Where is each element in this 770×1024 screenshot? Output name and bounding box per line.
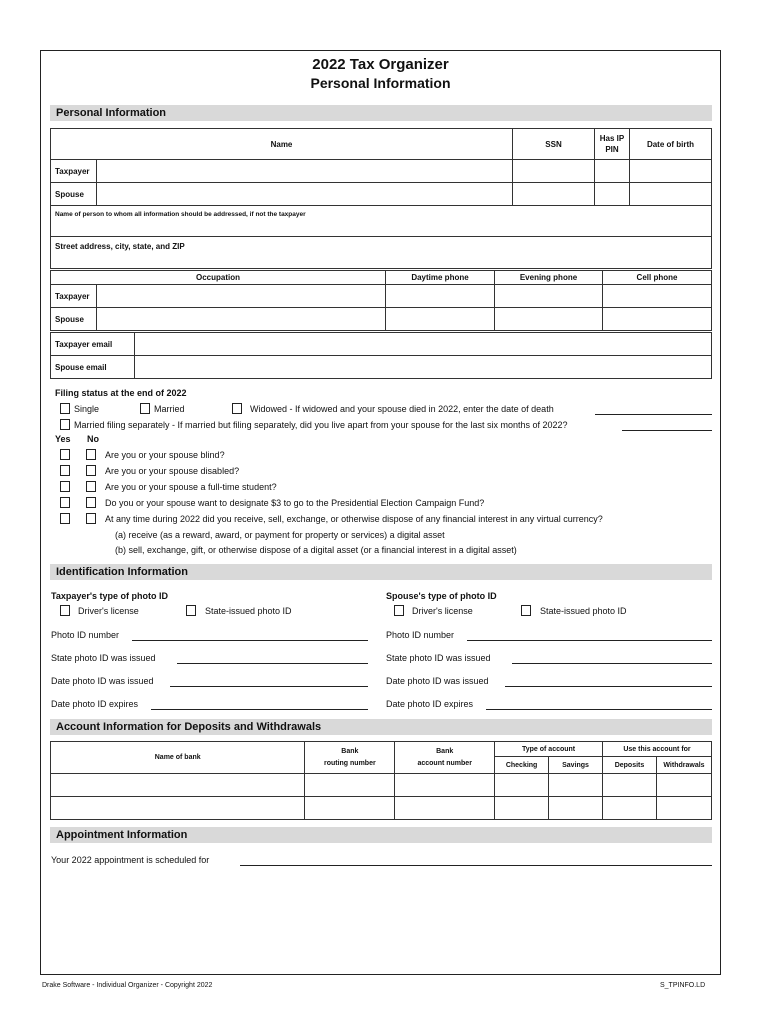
taxpayer-photo-id-number-label: Photo ID number [51, 630, 120, 640]
date-of-death-line[interactable] [595, 414, 712, 415]
filing-status-heading: Filing status at the end of 2022 [55, 388, 187, 398]
bank1-checking-field[interactable] [495, 774, 549, 797]
taxpayer-date-issued-label: Date photo ID was issued [51, 676, 154, 686]
question-virtual-currency: At any time during 2022 did you receive, sell, exchange, or otherwise dispose of any financial interest in any virtual currency? [105, 514, 603, 524]
col-use-account-for: Use this account for [603, 742, 712, 757]
col-savings: Savings [549, 757, 603, 774]
q2-no-checkbox[interactable] [86, 465, 96, 476]
spouse-photo-id-number-label: Photo ID number [386, 630, 455, 640]
mfs-label: Married filing separately - If married but filing separately, did you live apart from your spouse for the last six months of 2022? [74, 420, 568, 430]
married-checkbox[interactable] [140, 403, 150, 414]
personal-name-table [50, 128, 712, 269]
question-blind: Are you or your spouse blind? [105, 450, 225, 460]
col-ssn: SSN [513, 129, 595, 160]
spouse-date-issued-line[interactable] [505, 686, 712, 687]
taxpayer-date-expires-label: Date photo ID expires [51, 699, 139, 709]
question-disabled: Are you or your spouse disabled? [105, 466, 240, 476]
q5-yes-checkbox[interactable] [60, 513, 70, 524]
single-checkbox[interactable] [60, 403, 70, 414]
taxpayer-drivers-license-label: Driver's license [78, 606, 139, 616]
taxpayer-state-issued-line[interactable] [177, 663, 368, 664]
yes-header: Yes [55, 434, 71, 444]
occupation-taxpayer-label: Taxpayer [51, 285, 97, 308]
spouse-day-phone-field[interactable] [386, 308, 495, 331]
col-name: Name [51, 129, 513, 160]
question-campaign-fund: Do you or your spouse want to designate $3 to go to the Presidential Election Campaign Fund? [105, 498, 485, 508]
bank1-account-field[interactable] [395, 774, 495, 797]
spouse-date-expires-label: Date photo ID expires [386, 699, 474, 709]
taxpayer-cell-phone-field[interactable] [603, 285, 712, 308]
spouse-state-id-label: State-issued photo ID [540, 606, 627, 616]
col-checking: Checking [495, 757, 549, 774]
taxpayer-photo-id-heading: Taxpayer's type of photo ID [51, 591, 168, 601]
occupation-spouse-label: Spouse [51, 308, 97, 331]
identification-header: Identification Information [50, 564, 712, 580]
col-cell-phone: Cell phone [603, 271, 712, 285]
form-subtitle: Personal Information [310, 75, 451, 91]
appointment-line[interactable] [240, 865, 712, 866]
footer-form-code: S_TPINFO.LD [660, 982, 706, 989]
q3-no-checkbox[interactable] [86, 481, 96, 492]
col-withdrawals: Withdrawals [656, 757, 711, 774]
col-account-number [395, 742, 495, 774]
q4-no-checkbox[interactable] [86, 497, 96, 508]
q1-yes-checkbox[interactable] [60, 449, 70, 460]
spouse-ssn-field[interactable] [513, 183, 595, 206]
col-dob: Date of birth [630, 129, 712, 160]
taxpayer-state-id-checkbox[interactable] [186, 605, 196, 616]
spouse-cell-phone-field[interactable] [603, 308, 712, 331]
spouse-ip-pin-field[interactable] [595, 183, 630, 206]
spouse-state-issued-line[interactable] [512, 663, 712, 664]
spouse-state-id-checkbox[interactable] [521, 605, 531, 616]
bank2-deposits-field[interactable] [603, 797, 657, 820]
col-deposits: Deposits [603, 757, 657, 774]
q1-no-checkbox[interactable] [86, 449, 96, 460]
taxpayer-date-issued-line[interactable] [170, 686, 368, 687]
bank2-checking-field[interactable] [495, 797, 549, 820]
bank2-withdrawals-field[interactable] [656, 797, 711, 820]
sub-question-b: (b) sell, exchange, gift, or otherwise dispose of a digital asset (or a financial interest in a digital asset) [115, 545, 517, 555]
taxpayer-ssn-field[interactable] [513, 160, 595, 183]
address-field[interactable]: Street address, city, state, and ZIP [51, 237, 712, 269]
footer-copyright: Drake Software - Individual Organizer - Copyright 2022 [42, 982, 213, 989]
taxpayer-email-label: Taxpayer email [51, 333, 135, 356]
q4-yes-checkbox[interactable] [60, 497, 70, 508]
spouse-photo-id-number-line[interactable] [467, 640, 712, 641]
taxpayer-ip-pin-field[interactable] [595, 160, 630, 183]
q2-yes-checkbox[interactable] [60, 465, 70, 476]
col-routing-line2: routing number [323, 759, 376, 767]
taxpayer-occupation-field[interactable] [97, 285, 386, 308]
col-type-of-account: Type of account [495, 742, 603, 757]
spouse-email-field[interactable] [135, 356, 712, 379]
taxpayer-email-field[interactable] [135, 333, 712, 356]
mfs-checkbox[interactable] [60, 419, 70, 430]
account-info-header: Account Information for Deposits and Withdrawals [50, 719, 712, 735]
spouse-name-field[interactable] [97, 183, 513, 206]
taxpayer-day-phone-field[interactable] [386, 285, 495, 308]
appointment-label: Your 2022 appointment is scheduled for [51, 855, 210, 865]
taxpayer-label: Taxpayer [51, 160, 97, 183]
bank-account-table [50, 741, 712, 820]
married-label: Married [154, 404, 185, 414]
spouse-dob-field[interactable] [630, 183, 712, 206]
q5-no-checkbox[interactable] [86, 513, 96, 524]
bank2-name-field[interactable] [51, 797, 305, 820]
taxpayer-date-expires-line[interactable] [151, 709, 368, 710]
bank2-savings-field[interactable] [549, 797, 603, 820]
col-bank-name: Name of bank [51, 742, 305, 774]
taxpayer-dob-field[interactable] [630, 160, 712, 183]
spouse-email-label: Spouse email [51, 356, 135, 379]
bank1-routing-field[interactable] [305, 774, 395, 797]
taxpayer-drivers-license-checkbox[interactable] [60, 605, 70, 616]
appointment-info-header: Appointment Information [50, 827, 712, 843]
col-account-line1: Bank [436, 747, 454, 755]
col-routing-line1: Bank [341, 747, 359, 755]
other-name-field[interactable]: Name of person to whom all information should be addressed, if not the taxpayer [51, 206, 712, 237]
spouse-state-issued-label: State photo ID was issued [386, 653, 491, 663]
widowed-checkbox[interactable] [232, 403, 242, 414]
taxpayer-eve-phone-field[interactable] [495, 285, 603, 308]
col-account-line2: account number [417, 759, 472, 767]
spouse-label: Spouse [51, 183, 97, 206]
taxpayer-state-issued-label: State photo ID was issued [51, 653, 156, 663]
taxpayer-name-field[interactable] [97, 160, 513, 183]
col-occupation: Occupation [51, 271, 386, 285]
col-routing-number [305, 742, 395, 774]
col-evening-phone: Evening phone [495, 271, 603, 285]
bank1-withdrawals-field[interactable] [656, 774, 711, 797]
taxpayer-state-id-label: State-issued photo ID [205, 606, 292, 616]
spouse-drivers-license-checkbox[interactable] [394, 605, 404, 616]
bank1-savings-field[interactable] [549, 774, 603, 797]
spouse-date-issued-label: Date photo ID was issued [386, 676, 489, 686]
q3-yes-checkbox[interactable] [60, 481, 70, 492]
spouse-occupation-field[interactable] [97, 308, 386, 331]
single-label: Single [74, 404, 100, 414]
question-student: Are you or your spouse a full-time student? [105, 482, 277, 492]
bank1-deposits-field[interactable] [603, 774, 657, 797]
spouse-date-expires-line[interactable] [486, 709, 712, 710]
no-header: No [87, 434, 99, 444]
spouse-drivers-license-label: Driver's license [412, 606, 473, 616]
form-title: 2022 Tax Organizer [312, 56, 449, 73]
bank1-name-field[interactable] [51, 774, 305, 797]
spouse-photo-id-heading: Spouse's type of photo ID [386, 591, 497, 601]
spouse-eve-phone-field[interactable] [495, 308, 603, 331]
widowed-label: Widowed - If widowed and your spouse died in 2022, enter the date of death [250, 404, 554, 414]
col-ip-pin: Has IP PIN [595, 129, 630, 160]
taxpayer-photo-id-number-line[interactable] [132, 640, 368, 641]
personal-info-header: Personal Information [50, 105, 712, 121]
bank2-account-field[interactable] [395, 797, 495, 820]
col-daytime-phone: Daytime phone [386, 271, 495, 285]
sub-question-a: (a) receive (as a reward, award, or payment for property or services) a digital asset [115, 530, 445, 540]
mfs-answer-line[interactable] [622, 430, 712, 431]
email-table [50, 332, 712, 379]
bank2-routing-field[interactable] [305, 797, 395, 820]
occupation-table [50, 270, 712, 331]
